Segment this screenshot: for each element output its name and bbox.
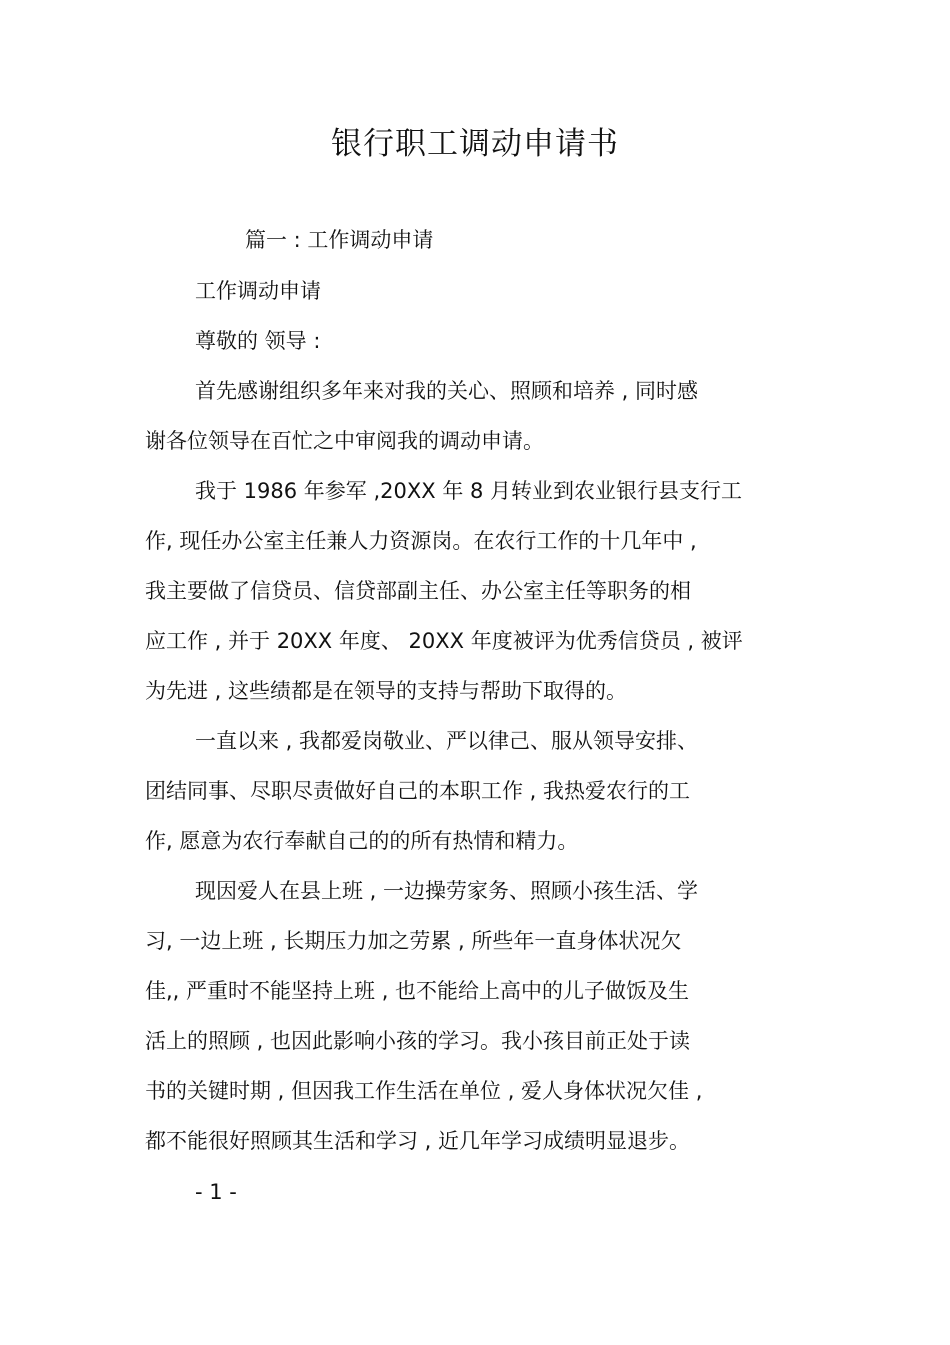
paragraph-2-line-5: 为先进 , 这些绩都是在领导的支持与帮助下取得的。: [145, 679, 628, 703]
subheading: 工作调动申请: [195, 279, 321, 303]
paragraph-4-line-3: 佳,, 严重时不能坚持上班 , 也不能给上高中的儿子做饭及生: [145, 979, 690, 1003]
page-number: - 1 -: [195, 1180, 237, 1204]
paragraph-4-line-5: 书的关键时期 , 但因我工作生活在单位 , 爱人身体状况欠佳 ,: [145, 1079, 703, 1103]
salutation: 尊敬的 领导 :: [195, 329, 321, 353]
paragraph-2-line-4: 应工作 , 并于 20XX 年度、 20XX 年度被评为优秀信贷员 , 被评: [145, 629, 743, 653]
section-heading: 篇一 : 工作调动申请: [245, 228, 434, 252]
paragraph-3-line-1: 一直以来 , 我都爱岗敬业、严以律己、服从领导安排、: [195, 729, 699, 753]
paragraph-4-line-1: 现因爱人在县上班 , 一边操劳家务、照顾小孩生活、学: [195, 879, 699, 903]
paragraph-2-line-3: 我主要做了信贷员、信贷部副主任、办公室主任等职务的相: [145, 579, 691, 603]
paragraph-4-line-4: 活上的照顾 , 也因此影响小孩的学习。我小孩目前正处于读: [145, 1029, 691, 1053]
paragraph-3-line-2: 团结同事、尽职尽责做好自己的本职工作 , 我热爱农行的工: [145, 779, 691, 803]
paragraph-2-line-2: 作, 现任办公室主任兼人力资源岗。在农行工作的十几年中 ,: [145, 529, 697, 553]
paragraph-3-line-3: 作, 愿意为农行奉献自己的的所有热情和精力。: [145, 829, 579, 853]
paragraph-1-line-2: 谢各位领导在百忙之中审阅我的调动申请。: [145, 429, 544, 453]
paragraph-4-line-2: 习, 一边上班 , 长期压力加之劳累 , 所些年一直身体状况欠: [145, 929, 682, 953]
paragraph-4-line-6: 都不能很好照顾其生活和学习 , 近几年学习成绩明显退步。: [145, 1129, 691, 1153]
document-title: 银行职工调动申请书: [331, 126, 619, 162]
paragraph-2-line-1: 我于 1986 年参军 ,20XX 年 8 月转业到农业银行县支行工: [195, 479, 743, 503]
paragraph-1-line-1: 首先感谢组织多年来对我的关心、照顾和培养 , 同时感: [195, 379, 699, 403]
